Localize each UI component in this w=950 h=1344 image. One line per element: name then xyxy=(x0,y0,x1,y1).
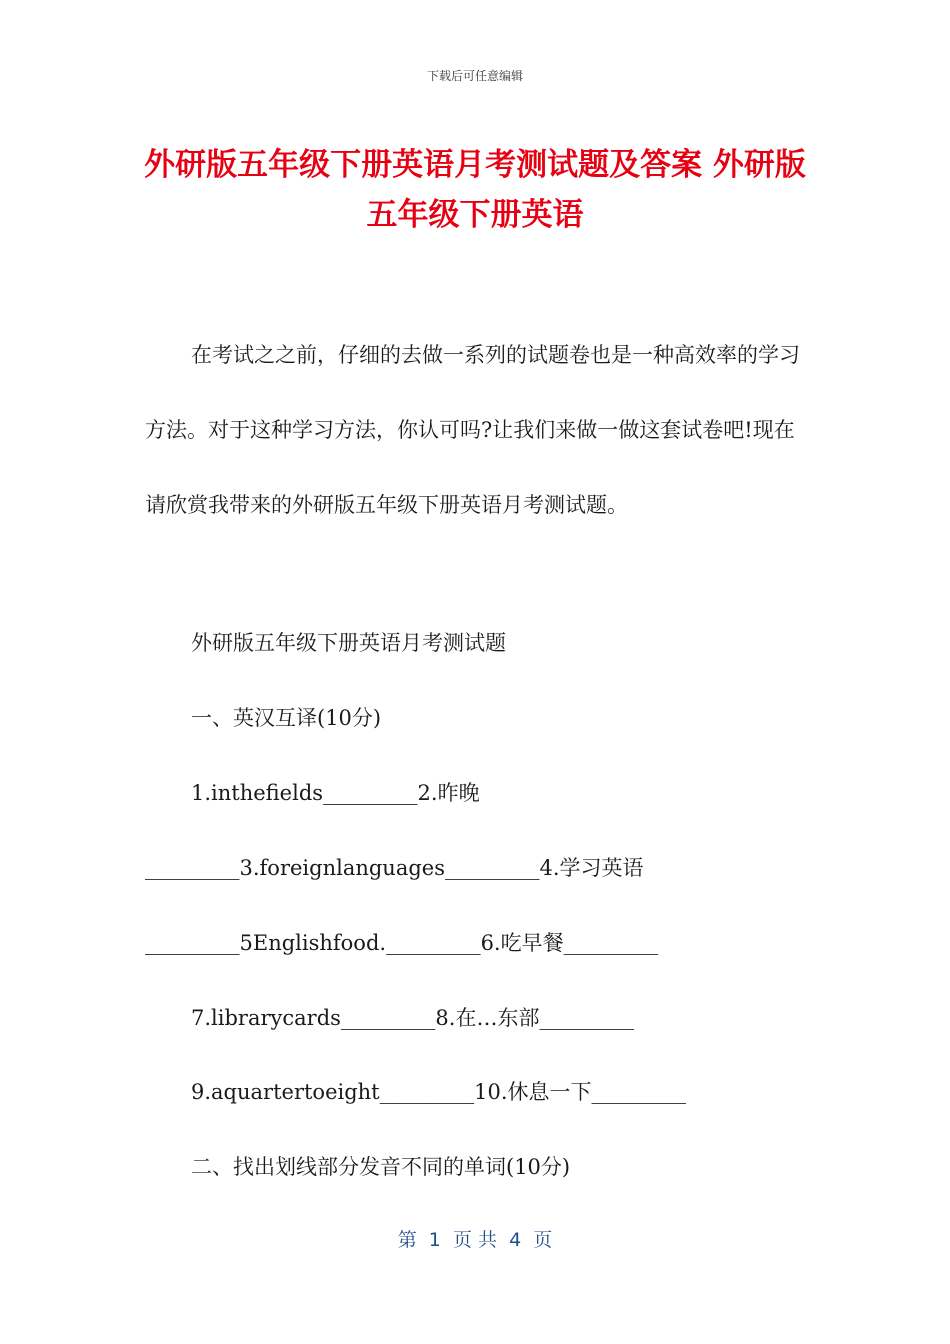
section-heading: 外研版五年级下册英语月考测试题 xyxy=(191,631,506,655)
question-line-2: _________3.foreignlanguages_________4.学习英语 xyxy=(145,856,644,880)
question-line-1: 1.inthefields_________2.昨晚 xyxy=(191,781,480,805)
intro-paragraph: 在考试之之前，仔细的去做一系列的试题卷也是一种高效率的学习方法。对于这种学习方法，你认可吗?让我们来做一做这套试卷吧!现在请欣赏我带来的外研版五年级下册英语月考测试题。 xyxy=(145,343,800,517)
question-line-3: _________5Englishfood._________6.吃早餐_________ xyxy=(145,931,659,955)
question-line-4: 7.librarycards_________8.在…东部_________ xyxy=(191,1006,634,1030)
question-line-5: 9.aquartertoeight_________10.休息一下_________ xyxy=(191,1080,687,1104)
header-note: 下载后可任意编辑 xyxy=(426,69,523,83)
part2-heading: 二、找出划线部分发音不同的单词(10分) xyxy=(191,1155,571,1179)
document-title: 外研版五年级下册英语月考测试题及答案 外研版五年级下册英语 xyxy=(144,147,806,233)
page-footer: 第 1 页 共 4 页 xyxy=(397,1229,553,1251)
part1-heading: 一、英汉互译(10分) xyxy=(191,706,382,730)
